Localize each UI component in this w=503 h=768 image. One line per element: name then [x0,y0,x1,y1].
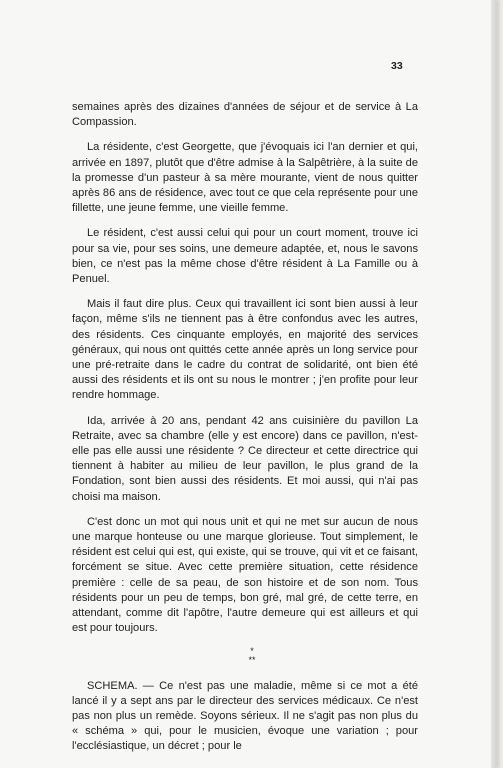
body-text [72,100,418,765]
page-number: 33 [391,60,403,72]
section-separator [86,647,418,665]
page-edge [491,0,497,768]
paragraph: La résidente, c'est Georgette, que j'évoquais ici l'an dernier et qui, arrivée en 1897, plutôt que d'être admise à la Salpêtrière, à la suite de la promesse d'un pasteur à sa mère mourante, vient de nous quitter après 86 ans de résidence, avec tout ce que cela représente pour une fillette, une jeune femme, une vieille femme. [72,141,418,215]
paragraph: Mais il faut dire plus. Ceux qui travaillent ici sont bien aussi à leur façon, même s'ils ne tiennent pas à être confondus avec les autres, des résidents. Ces cinquante employés, en majorité des services généraux, qui nous ont quittés cette année après un long service pour une pré-retraite dans le cadre du contrat de solidarité, ont bien été aussi des résidents et ils ont su nous le montrer ; j'en profite pour leur rendre hommage. [72,298,418,402]
paragraph: semaines après des dizaines d'années de séjour et de service à La Compassion. [72,101,418,129]
paragraph: Le résident, c'est aussi celui qui pour un court moment, trouve ici pour sa vie, pour ses soins, une demeure adaptée, et, nous le savons bien, ce n'est pas la même chose d'être résident à La Famille ou à Penuel. [72,227,418,286]
paragraph: C'est donc un mot qui nous unit et qui ne met sur aucun de nous une marque honteuse ou une marque glorieuse. Tout simplement, le résident est celui qui est, qui existe, qui se trouve, qui vit et ce faisant, forcément se situe. Avec cette première situation, cette résidence première : celle de sa peau, de son histoire et de son nom. Tous résidents pour un peu de temps, bon gré, mal gré, de cette terre, en attendant, comme dit l'apôtre, l'autre demeure qui est ailleurs et qui est pour toujours. [72,515,418,635]
paragraph: Ida, arrivée à 20 ans, pendant 42 ans cuisinière du pavillon La Retraite, avec sa chambre (elle y est encore) dans ce pavillon, n'est-elle pas elle aussi une résidente ? Ce directeur et cette directrice qui tiennent à habiter au milieu de leur pavillon, le plus grand de la Fondation, sont bien aussi des résidents. Et moi aussi, qui n'ai pas choisi ma maison. [72,414,418,503]
schema-paragraph: SCHEMA. — Ce n'est pas une maladie, même si ce mot a été lancé il y a sept ans par le directeur des services médicaux. Ce n'est pas non plus un remède. Soyons sérieux. Il ne s'agit pas non plus du « schéma » qui, pour le musicien, évoque une variation ; pour l'ecclésiastique, un décret ; pour le [72,679,418,753]
separator-star-bottom: ** [248,654,256,665]
separator-star-top: * [250,645,254,656]
